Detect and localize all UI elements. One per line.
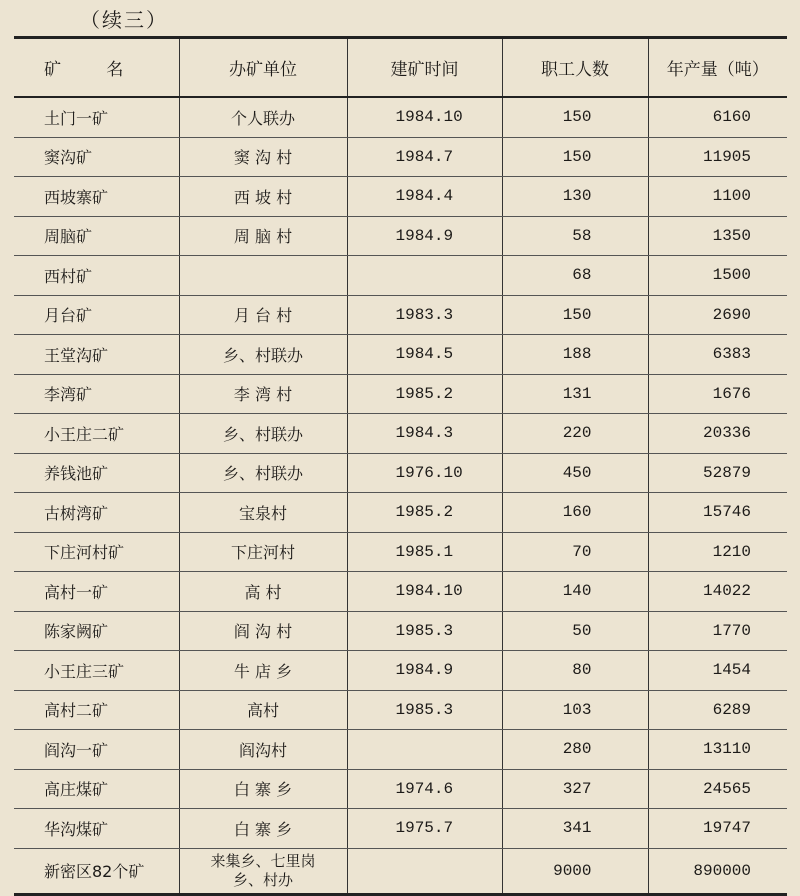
cell-established-date: 1984.9 (347, 651, 502, 691)
table-row (14, 414, 787, 454)
cell-worker-count: 103 (502, 690, 648, 730)
cell-established-date (347, 256, 502, 296)
cell-annual-output: 1676 (648, 374, 787, 414)
cell-mine-name: 月台矿 (14, 295, 179, 335)
table-row (14, 848, 787, 894)
cell-operating-unit: 白 寨 乡 (179, 809, 347, 849)
cell-operating-unit: 乡、村联办 (179, 453, 347, 493)
cell-operating-unit: 阎沟村 (179, 730, 347, 770)
cell-worker-count: 220 (502, 414, 648, 454)
cell-annual-output: 20336 (648, 414, 787, 454)
cell-worker-count: 341 (502, 809, 648, 849)
cell-operating-unit: 周 脑 村 (179, 216, 347, 256)
cell-worker-count: 131 (502, 374, 648, 414)
table-row (14, 374, 787, 414)
mine-table (14, 36, 787, 896)
cell-operating-unit: 下庄河村 (179, 532, 347, 572)
cell-established-date: 1984.10 (347, 97, 502, 137)
cell-mine-name: 小王庄二矿 (14, 414, 179, 454)
cell-mine-name: 阎沟一矿 (14, 730, 179, 770)
cell-annual-output: 6160 (648, 97, 787, 137)
cell-operating-unit: 来集乡、七里岗 乡、村办 (179, 848, 347, 894)
cell-worker-count: 150 (502, 97, 648, 137)
table-row (14, 177, 787, 217)
table-row (14, 651, 787, 691)
cell-mine-name: 王堂沟矿 (14, 335, 179, 375)
cell-worker-count: 450 (502, 453, 648, 493)
cell-mine-name: 小王庄三矿 (14, 651, 179, 691)
cell-mine-name: 李湾矿 (14, 374, 179, 414)
table-row (14, 690, 787, 730)
header-row (14, 38, 787, 98)
cell-annual-output: 2690 (648, 295, 787, 335)
cell-established-date: 1985.2 (347, 374, 502, 414)
cell-mine-name: 华沟煤矿 (14, 809, 179, 849)
cell-established-date: 1975.7 (347, 809, 502, 849)
cell-operating-unit: 乡、村联办 (179, 414, 347, 454)
cell-operating-unit: 阎 沟 村 (179, 611, 347, 651)
cell-worker-count: 68 (502, 256, 648, 296)
cell-operating-unit: 白 寨 乡 (179, 769, 347, 809)
cell-worker-count: 70 (502, 532, 648, 572)
cell-established-date: 1984.10 (347, 572, 502, 612)
table-row (14, 295, 787, 335)
cell-established-date: 1984.7 (347, 137, 502, 177)
cell-annual-output: 1100 (648, 177, 787, 217)
table-row (14, 532, 787, 572)
cell-annual-output: 1770 (648, 611, 787, 651)
cell-mine-name: 古树湾矿 (14, 493, 179, 533)
cell-annual-output: 15746 (648, 493, 787, 533)
table-row (14, 137, 787, 177)
cell-worker-count: 130 (502, 177, 648, 217)
cell-established-date (347, 848, 502, 894)
cell-annual-output: 1210 (648, 532, 787, 572)
cell-operating-unit: 个人联办 (179, 97, 347, 137)
cell-annual-output: 13110 (648, 730, 787, 770)
table-row (14, 493, 787, 533)
cell-operating-unit: 李 湾 村 (179, 374, 347, 414)
cell-annual-output: 19747 (648, 809, 787, 849)
cell-established-date: 1985.1 (347, 532, 502, 572)
cell-operating-unit: 乡、村联办 (179, 335, 347, 375)
cell-mine-name: 周脑矿 (14, 216, 179, 256)
cell-established-date: 1985.3 (347, 611, 502, 651)
cell-worker-count: 80 (502, 651, 648, 691)
cell-annual-output: 1500 (648, 256, 787, 296)
cell-worker-count: 160 (502, 493, 648, 533)
cell-annual-output: 6383 (648, 335, 787, 375)
cell-mine-name: 西坡寨矿 (14, 177, 179, 217)
cell-mine-name: 高村二矿 (14, 690, 179, 730)
cell-worker-count: 58 (502, 216, 648, 256)
cell-mine-name: 窦沟矿 (14, 137, 179, 177)
table-row (14, 730, 787, 770)
cell-worker-count: 280 (502, 730, 648, 770)
header-operating-unit: 办矿单位 (179, 38, 347, 98)
table-row (14, 572, 787, 612)
table-row (14, 97, 787, 137)
cell-worker-count: 150 (502, 295, 648, 335)
header-mine-name: 矿 名 (14, 38, 179, 98)
cell-annual-output: 52879 (648, 453, 787, 493)
cell-operating-unit: 西 坡 村 (179, 177, 347, 217)
cell-operating-unit (179, 256, 347, 296)
cell-mine-name: 土门一矿 (14, 97, 179, 137)
cell-operating-unit: 高村 (179, 690, 347, 730)
cell-established-date: 1974.6 (347, 769, 502, 809)
cell-established-date: 1983.3 (347, 295, 502, 335)
cell-annual-output: 11905 (648, 137, 787, 177)
header-annual-output: 年产量（吨） (648, 38, 787, 98)
cell-annual-output: 890000 (648, 848, 787, 894)
cell-worker-count: 9000 (502, 848, 648, 894)
cell-worker-count: 50 (502, 611, 648, 651)
cell-established-date: 1976.10 (347, 453, 502, 493)
cell-established-date (347, 730, 502, 770)
cell-operating-unit: 牛 店 乡 (179, 651, 347, 691)
cell-annual-output: 24565 (648, 769, 787, 809)
cell-established-date: 1984.4 (347, 177, 502, 217)
cell-mine-name: 养钱池矿 (14, 453, 179, 493)
cell-worker-count: 327 (502, 769, 648, 809)
table-body (14, 97, 787, 894)
cell-operating-unit: 月 台 村 (179, 295, 347, 335)
cell-established-date: 1984.5 (347, 335, 502, 375)
cell-annual-output: 1454 (648, 651, 787, 691)
cell-operating-unit: 宝泉村 (179, 493, 347, 533)
cell-annual-output: 1350 (648, 216, 787, 256)
table-row (14, 216, 787, 256)
cell-worker-count: 188 (502, 335, 648, 375)
table-continuation-caption: （续三） (80, 8, 168, 32)
table-row (14, 769, 787, 809)
cell-operating-unit: 窦 沟 村 (179, 137, 347, 177)
cell-mine-name: 西村矿 (14, 256, 179, 296)
cell-operating-unit: 高 村 (179, 572, 347, 612)
table-row (14, 453, 787, 493)
cell-annual-output: 6289 (648, 690, 787, 730)
header-worker-count: 职工人数 (502, 38, 648, 98)
cell-worker-count: 150 (502, 137, 648, 177)
cell-established-date: 1985.2 (347, 493, 502, 533)
cell-mine-name: 陈家阙矿 (14, 611, 179, 651)
table-row (14, 611, 787, 651)
table-row (14, 809, 787, 849)
cell-mine-name: 下庄河村矿 (14, 532, 179, 572)
cell-mine-name: 新密区82个矿 (14, 848, 179, 894)
cell-mine-name: 高庄煤矿 (14, 769, 179, 809)
cell-established-date: 1984.9 (347, 216, 502, 256)
header-established-date: 建矿时间 (347, 38, 502, 98)
cell-annual-output: 14022 (648, 572, 787, 612)
cell-mine-name: 高村一矿 (14, 572, 179, 612)
table-row (14, 256, 787, 296)
cell-established-date: 1985.3 (347, 690, 502, 730)
cell-worker-count: 140 (502, 572, 648, 612)
cell-established-date: 1984.3 (347, 414, 502, 454)
table-row (14, 335, 787, 375)
